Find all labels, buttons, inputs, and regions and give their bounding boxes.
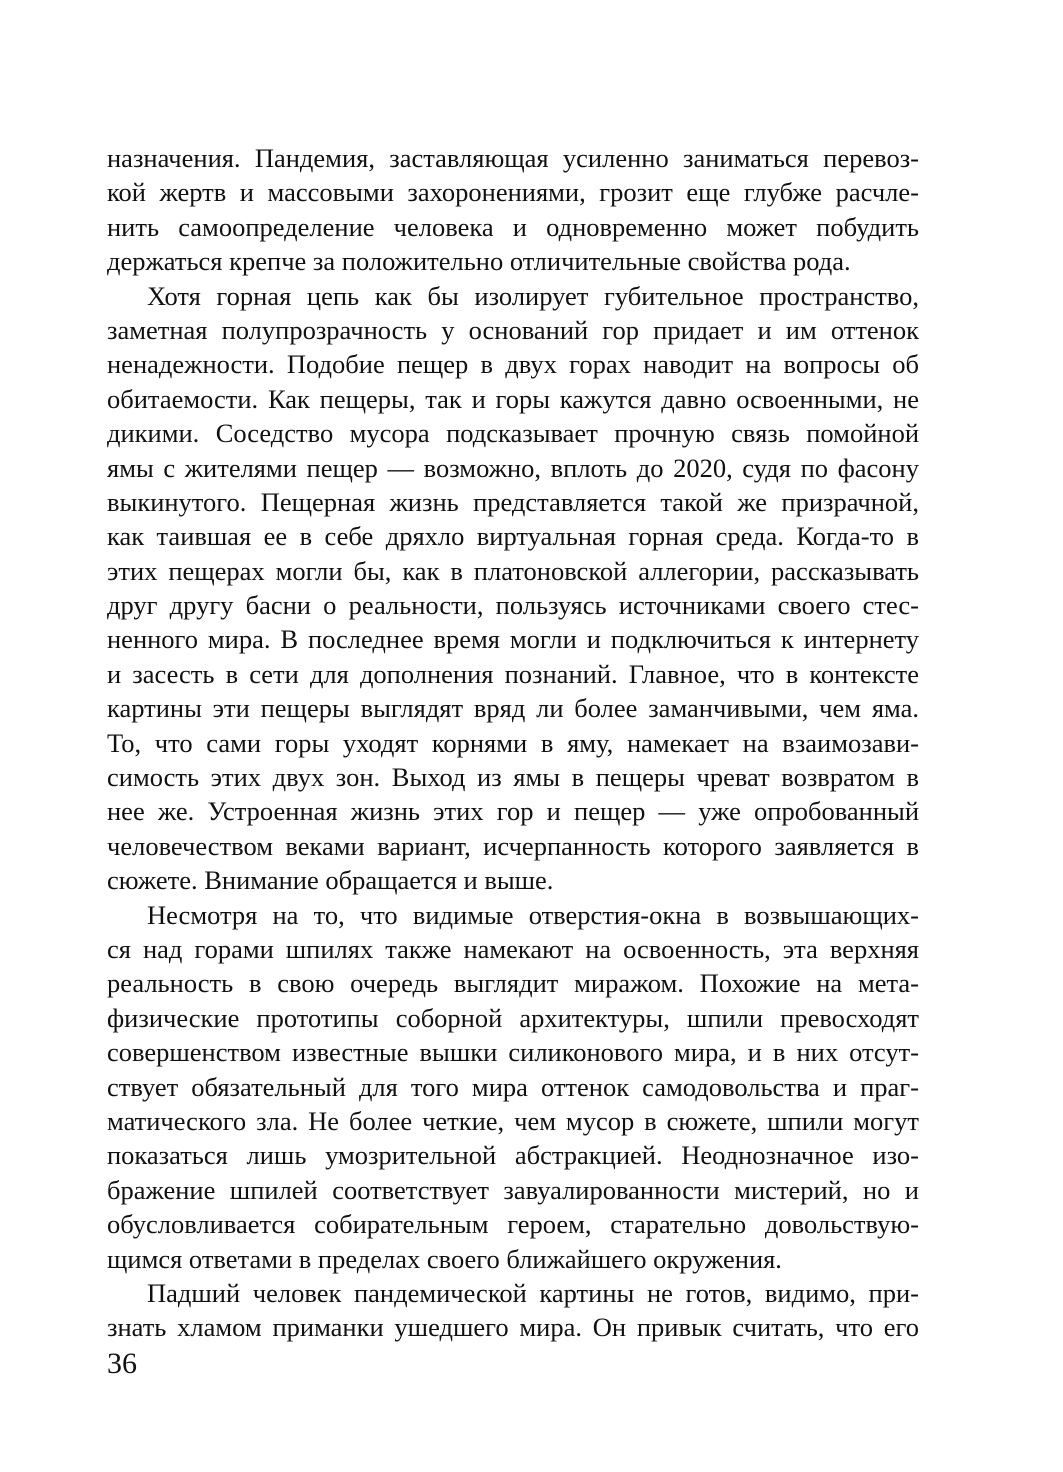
text-line: бражение шпилей соответствует завуалированности мистерий, но и <box>107 1174 919 1205</box>
text-line: и засесть в сети для дополнения познаний. Главное, что в контексте <box>107 658 919 689</box>
text-line: назначения. Пандемия, заставляющая усиленно заниматься перевоз- <box>107 143 919 173</box>
text-line: ненного мира. В последнее время могли и подключиться к интернету <box>107 624 919 655</box>
text-line: нее же. Устроенная жизнь этих гор и пещер — уже опробованный <box>107 796 919 827</box>
text-line: картины эти пещеры выглядят вряд ли более заманчивыми, чем яма. <box>107 693 919 724</box>
text-line: щимся ответами в пределах своего ближайшего окружения. <box>107 1243 782 1274</box>
text-line: ся над горами шпилях также намекают на освоенность, эта верхняя <box>107 933 919 964</box>
text-line: симость этих двух зон. Выход из ямы в пещеры чреват возвратом в <box>107 762 919 793</box>
paragraph-first-line: Хотя горная цепь как бы изолирует губительное пространство, <box>147 280 919 311</box>
text-line: нить самоопределение человека и одновременно может побудить <box>107 211 919 242</box>
text-line: знать хламом приманки ушедшего мира. Он привык считать, что его <box>107 1312 919 1343</box>
text-line: физические прототипы соборной архитектуры, шпили превосходят <box>107 1002 919 1033</box>
text-line: реальность в свою очередь выглядит миражом. Похожие на мета- <box>107 968 919 999</box>
text-line: То, что сами горы уходят корнями в яму, намекает на взаимозави- <box>107 727 919 758</box>
paragraph-first-line: Падший человек пандемической картины не готов, видимо, при- <box>147 1277 919 1308</box>
text-line: обусловливается собирательным героем, старательно довольствую- <box>107 1209 919 1240</box>
text-line: совершенством известные вышки силиконового мира, и в них отсут- <box>107 1037 919 1068</box>
text-line: обитаемости. Как пещеры, так и горы кажутся давно освоенными, не <box>107 383 919 414</box>
text-line: матического зла. Не более четкие, чем мусор в сюжете, шпили могут <box>107 1105 919 1136</box>
text-line: ненадежности. Подобие пещер в двух горах наводит на вопросы об <box>107 349 919 380</box>
text-line: сюжете. Внимание обращается и выше. <box>107 865 554 896</box>
page-number: 36 <box>107 1347 137 1380</box>
text-line: показаться лишь умозрительной абстракцией. Неоднозначное изо- <box>107 1140 919 1171</box>
text-line: друг другу басни о реальности, пользуясь источниками своего стес- <box>107 590 919 621</box>
text-line: кой жертв и массовыми захоронениями, грозит еще глубже расчле- <box>107 177 919 208</box>
text-line: ямы с жителями пещер — возможно, вплоть до 2020, судя по фасону <box>107 452 919 483</box>
text-line: держаться крепче за положительно отличительные свойства рода. <box>107 246 851 277</box>
text-line: дикими. Соседство мусора подсказывает прочную связь помойной <box>107 418 919 449</box>
text-line: заметная полупрозрачность у оснований гор придает и им оттенок <box>107 314 919 345</box>
text-line: как таившая ее в себе дряхло виртуальная горная среда. Когда-то в <box>107 521 919 552</box>
text-line: этих пещерах могли бы, как в платоновской аллегории, рассказывать <box>107 555 919 586</box>
text-line: выкинутого. Пещерная жизнь представляется такой же призрачной, <box>107 486 919 517</box>
paragraph-first-line: Несмотря на то, что видимые отверстия-окна в возвышающих- <box>147 899 919 930</box>
body-text <box>107 141 919 1345</box>
text-line: человечеством веками вариант, исчерпанность которого заявляется в <box>107 830 919 861</box>
text-line: ствует обязательный для того мира оттенок самодовольства и праг- <box>107 1071 919 1102</box>
